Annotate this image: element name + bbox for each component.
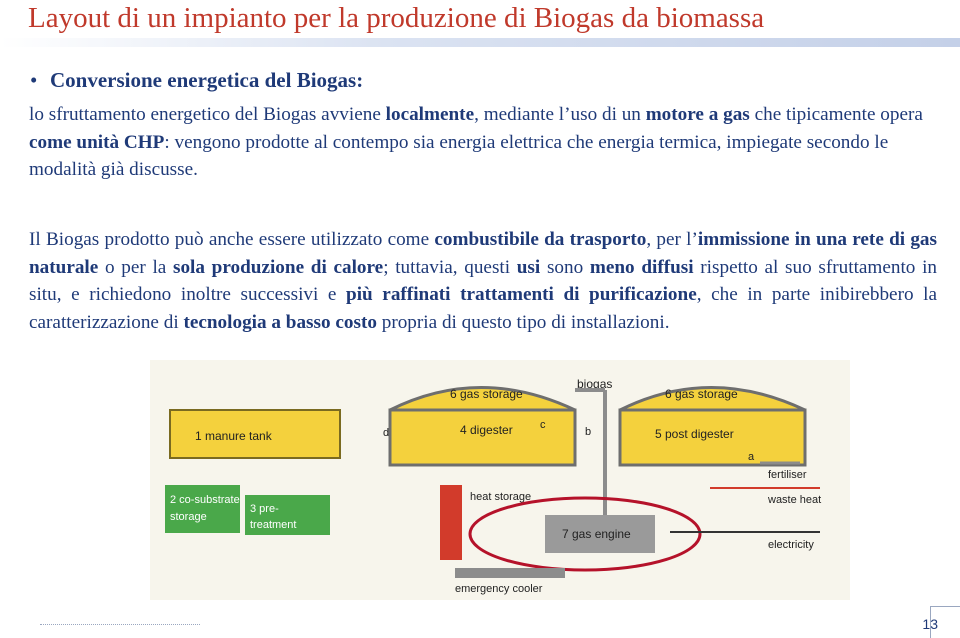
text-run: propria di questo tipo di installazioni. [376, 311, 670, 333]
digester-label: 4 digester [460, 423, 513, 437]
label-b: b [585, 426, 592, 438]
fertiliser-label: fertiliser [768, 469, 807, 481]
page-number: 13 [922, 616, 938, 632]
bold-run: combustibile da trasporto [434, 229, 647, 250]
gas-storage-left-label: 6 gas storage [450, 387, 523, 401]
paragraph-chp [29, 101, 937, 184]
bold-run: tecnologia a basso costo [183, 311, 377, 333]
gas-storage-right-label: 6 gas storage [665, 387, 738, 401]
text-run: ; tuttavia, questi [383, 256, 517, 278]
digester-tank [390, 410, 575, 465]
co-substrate-storage [165, 485, 240, 533]
footer-rule [40, 624, 200, 625]
label-c: c [540, 419, 546, 431]
post-digester-label: 5 post digester [655, 427, 734, 441]
text-run: lo sfruttamento energetico del Biogas avviene [29, 104, 386, 125]
co-substrate-label-2: storage [170, 511, 207, 523]
emergency-cooler-label: emergency cooler [455, 583, 543, 595]
bold-run: motore a gas [645, 104, 750, 125]
bold-run: sola produzione di calore [173, 256, 384, 278]
bullet-heading [30, 68, 363, 93]
text-run: , per l’ [646, 229, 698, 250]
label-d: d [383, 427, 390, 439]
label-a: a [748, 451, 755, 463]
title-underline-bar [0, 38, 960, 47]
gas-engine-label: 7 gas engine [562, 527, 631, 541]
heat-storage-label: heat storage [470, 491, 532, 503]
bullet-dot-icon: • [30, 68, 38, 92]
bullet-heading-text: Conversione energetica del Biogas: [50, 68, 364, 92]
co-substrate-label-1: 2 co-substrate [170, 494, 240, 506]
text-run: sono [540, 256, 590, 278]
biogas-plant-diagram [150, 360, 850, 600]
biogas-label: biogas [577, 377, 613, 391]
bold-run: immissione in una rete di gas naturale [29, 229, 937, 278]
text-run: che tipicamente opera [749, 104, 923, 125]
text-run: Il Biogas prodotto può anche essere utilizzato come [29, 229, 435, 250]
text-run: , che in parte inibirebbero la caratterizzazione di [29, 284, 937, 333]
pretreatment-label-2: treatment [250, 519, 297, 531]
slide-title: Layout di un impianto per la produzione di Biogas da biomassa [28, 2, 765, 34]
bold-run: più raffinati trattamenti di purificazione [346, 284, 697, 305]
paragraph-alternative-uses [29, 226, 937, 336]
text-run: o per la [98, 256, 173, 278]
bold-run: meno diffusi [589, 256, 694, 278]
text-run: rispetto al suo sfruttamento in situ, e richiedono inoltre successivi e [29, 256, 937, 305]
emergency-cooler [455, 568, 565, 578]
electricity-label: electricity [768, 539, 814, 551]
bold-run: come unità CHP [29, 131, 165, 153]
bold-run: usi [516, 256, 541, 278]
bold-run: localmente [385, 104, 475, 125]
pretreatment-label-1: 3 pre- [250, 503, 279, 515]
manure-tank-label: 1 manure tank [195, 429, 272, 443]
waste-heat-label: waste heat [768, 494, 822, 506]
text-run: , mediante l’uso di un [474, 104, 646, 125]
text-run: : vengono prodotte al contempo sia energia elettrica che energia termica, impiegate secondo le modalità già discusse. [29, 131, 889, 180]
heat-storage-tank [440, 485, 462, 560]
